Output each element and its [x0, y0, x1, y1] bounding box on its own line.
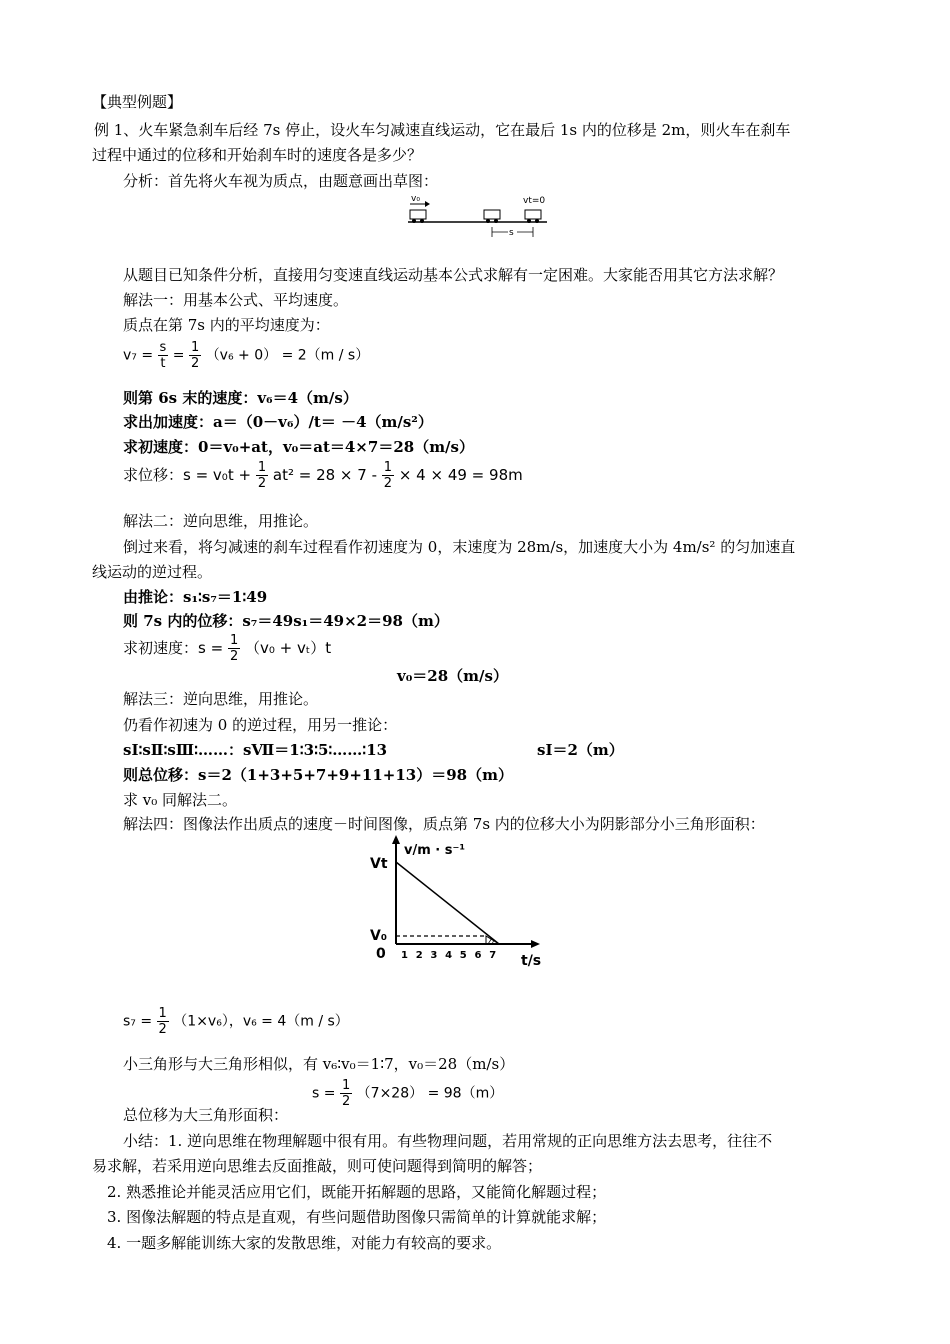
avg-velocity-equation: v₇ = $\frac{s}{t}$ = $\frac{1}{2}$ （v₆ + 0） = 2（m / s）: [123, 340, 370, 371]
difficulty-text: 从题目已知条件分析，直接用匀变速直线运动基本公式求解有一定困难。大家能否用其它方法求解？: [123, 266, 784, 284]
method2-p1: 倒过来看，将匀减速的刹车过程看作初速度为 0，末速度为 28m/s，加速度大小为 4m/s² 的匀加速直: [123, 538, 796, 556]
summary-3: 3. 图像法解题的特点是直观，有些问题借助图像只需简单的计算就能求解；: [107, 1208, 607, 1226]
method2-p2: 线运动的逆过程。: [92, 563, 213, 581]
acceleration-line: 求出加速度：a＝（0－v₆）/t＝ －4（m/s²）: [123, 413, 433, 431]
method3-p1: 仍看作初速为 0 的逆过程，用另一推论：: [123, 716, 398, 734]
graph-tick-6: 6: [474, 950, 482, 961]
graph-origin: 0: [376, 946, 386, 962]
method3-total: 则总位移：s＝2（1+3+5+7+9+11+13）＝98（m）: [123, 766, 513, 784]
sketch-vt: vt=0: [523, 196, 546, 206]
graph-tick-5: 5: [459, 950, 467, 961]
method3-v0: 求 v₀ 同解法二。: [123, 791, 238, 809]
graph-xlabel: t/s: [521, 953, 542, 969]
section-heading: 【典型例题】: [92, 93, 183, 111]
method2-title: 解法二：逆向思维，用推论。: [123, 512, 319, 530]
s7-equation: s₇ = $\frac{1}{2}$ （1×v₆），v₆ = 4（m / s）: [123, 1006, 349, 1037]
displacement-equation: 求位移：s = v₀t + $\frac{1}{2}$ at² = 28 × 7 - $\frac{1}{2}$ × 4 × 49 = 98m: [123, 460, 523, 491]
summary-1a: 小结：1. 逆向思维在物理解题中很有用。有些物理问题，若用常规的正向思维方法去思考，往往不: [123, 1132, 773, 1150]
method3-s1: sⅠ＝2（m）: [537, 741, 624, 759]
summary-2: 2. 熟悉推论并能灵活应用它们，既能开拓解题的思路，又能简化解题过程；: [107, 1183, 607, 1201]
graph-tick-3: 3: [430, 950, 438, 961]
graph-v0: V₀: [370, 928, 387, 944]
train-sketch: [405, 193, 555, 238]
v0-result: v₀＝28（m/s）: [397, 667, 508, 685]
graph-tick-2: 2: [415, 950, 423, 961]
method3-ratio: sⅠ∶sⅡ∶sⅢ∶……：sⅦ＝1∶3∶5∶……∶13: [123, 741, 388, 759]
example-line-2: 过程中通过的位移和开始刹车时的速度各是多少？: [92, 146, 423, 164]
analysis-text: 分析：首先将火车视为质点，由题意画出草图：: [123, 172, 439, 190]
initial-velocity-line: 求初速度：0＝v₀+at，v₀＝at＝4×7＝28（m/s）: [123, 438, 474, 456]
sketch-v0: v₀: [411, 194, 420, 204]
graph-vt: Vt: [370, 856, 388, 872]
graph-tick-7: 7: [489, 950, 497, 961]
s7-line: 则 7s 内的位移：s₇＝49s₁＝49×2＝98（m）: [123, 612, 449, 630]
method1-title: 解法一：用基本公式、平均速度。: [123, 291, 349, 309]
example-line-1: 例 1、火车紧急刹车后经 7s 停止，设火车匀减速直线运动，它在最后 1s 内的位移是 2m，则火车在刹车: [94, 121, 791, 139]
v6-line: 则第 6s 末的速度：v₆＝4（m/s）: [123, 389, 358, 407]
velocity-time-graph: [368, 832, 558, 972]
sketch-s: s: [509, 228, 514, 238]
initial-velocity-equation: 求初速度：s = $\frac{1}{2}$ （v₀ + vₜ）t: [123, 633, 332, 664]
method3-title: 解法三：逆向思维，用推论。: [123, 690, 319, 708]
method4-title: 解法四：图像法作出质点的速度－时间图像，质点第 7s 内的位移大小为阴影部分小三角形面积：: [123, 815, 765, 833]
summary-1b: 易求解，若采用逆向思维去反面推敲，则可使问题得到简明的解答；: [92, 1157, 543, 1175]
total-area-equation: s = $\frac{1}{2}$ （7×28） = 98（m）: [312, 1078, 504, 1109]
similar-triangles-line: 小三角形与大三角形相似，有 v₆∶v₀＝1∶7，v₀＝28（m/s）: [123, 1055, 515, 1073]
summary-4: 4. 一题多解能训练大家的发散思维，对能力有较高的要求。: [107, 1234, 502, 1252]
graph-ylabel: v/m · s⁻¹: [404, 843, 466, 858]
method1-avg: 质点在第 7s 内的平均速度为：: [123, 316, 330, 334]
total-area-text: 总位移为大三角形面积：: [123, 1106, 289, 1124]
graph-tick-1: 1: [401, 950, 408, 961]
graph-tick-4: 4: [445, 950, 453, 961]
ratio-line: 由推论：s₁∶s₇＝1∶49: [123, 588, 268, 606]
